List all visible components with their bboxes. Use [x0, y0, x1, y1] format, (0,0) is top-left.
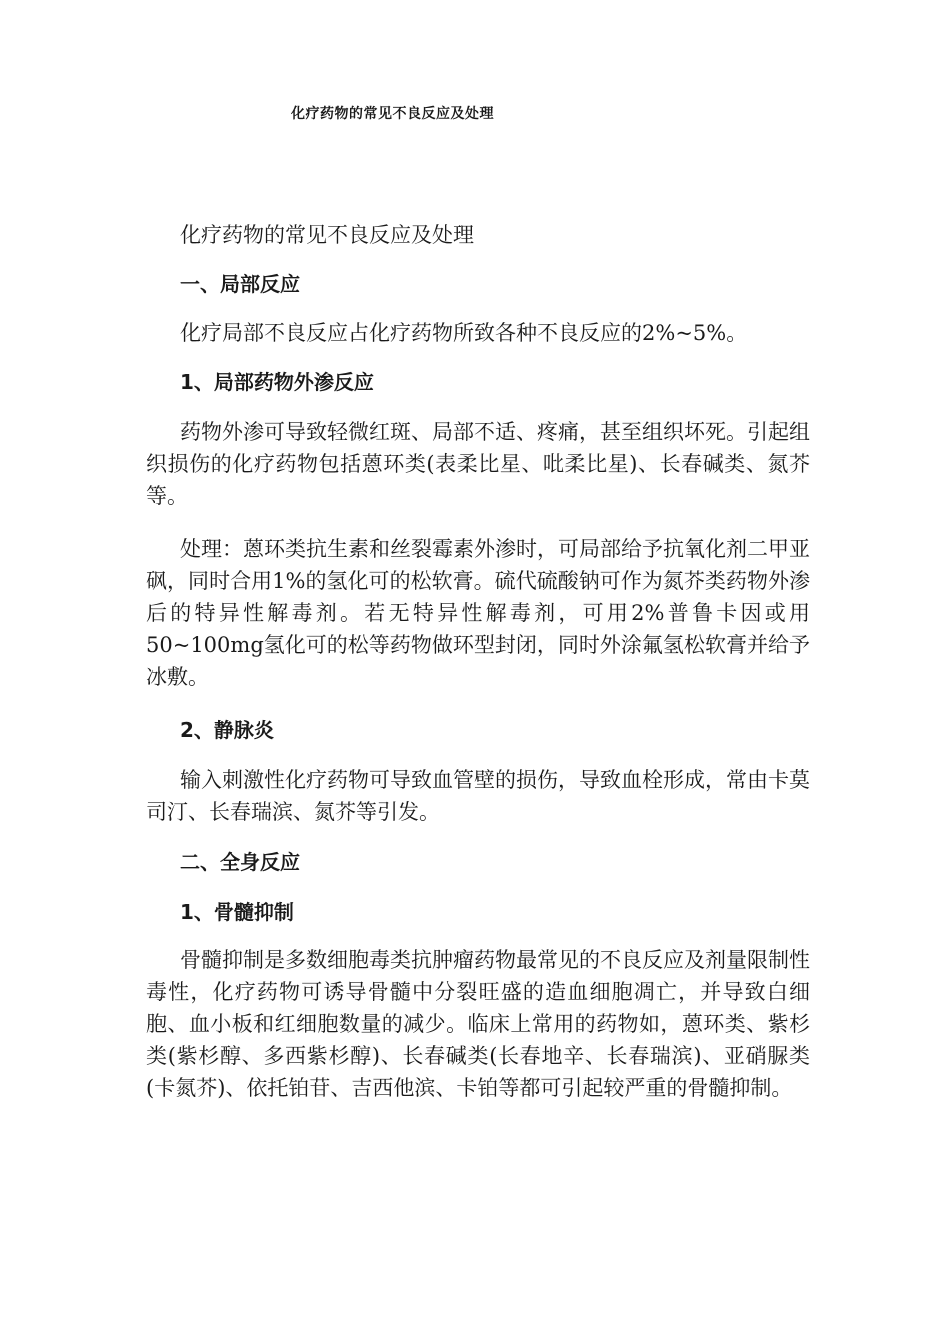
section-heading-local-reactions: 一、局部反应 — [180, 272, 300, 296]
paragraph-extravasation-treatment: 处理：蒽环类抗生素和丝裂霉素外渗时，可局部给予抗氧化剂二甲亚砜，同时合用1%的氢化可的松软膏。硫代硫酸钠可作为氮芥类药物外渗后的特异性解毒剂。若无特异性解毒剂，可用2%普鲁卡因或用50~100mg氢化可的松等药物做环型封闭，同时外涂氟氢松软膏并给予冰敷。 — [146, 537, 810, 689]
paragraph-extravasation: 药物外渗可导致轻微红斑、局部不适、疼痛，甚至组织坏死。引起组织损伤的化疗药物包括蒽环类(表柔比星、吡柔比星)、长春碱类、氮芥等。 — [146, 420, 810, 508]
section-intro-paragraph: 化疗局部不良反应占化疗药物所致各种不良反应的2%~5%。 — [180, 321, 748, 345]
document-title: 化疗药物的常见不良反应及处理 — [180, 223, 474, 247]
paragraph-bone-marrow-suppression: 骨髓抑制是多数细胞毒类抗肿瘤药物最常见的不良反应及剂量限制性毒性，化疗药物可诱导骨髓中分裂旺盛的造血细胞凋亡，并导致白细胞、血小板和红细胞数量的减少。临床上常用的药物如，蒽环类、紫杉类(紫杉醇、多西紫杉醇)、长春碱类(长春地辛、长春瑞滨)、亚硝脲类(卡氮芥)、依托铂苷、吉西他滨、卡铂等都可引起较严重的骨髓抑制。 — [146, 948, 810, 1100]
paragraph-phlebitis: 输入刺激性化疗药物可导致血管壁的损伤，导致血栓形成，常由卡莫司汀、长春瑞滨、氮芥等引发。 — [146, 768, 810, 824]
subsection-heading-bone-marrow-suppression: 1、骨髓抑制 — [180, 900, 294, 924]
section-heading-systemic-reactions: 二、全身反应 — [180, 850, 300, 874]
subsection-heading-phlebitis: 2、静脉炎 — [180, 718, 274, 742]
page-header-title: 化疗药物的常见不良反应及处理 — [291, 106, 494, 122]
subsection-heading-extravasation: 1、局部药物外渗反应 — [180, 370, 374, 394]
